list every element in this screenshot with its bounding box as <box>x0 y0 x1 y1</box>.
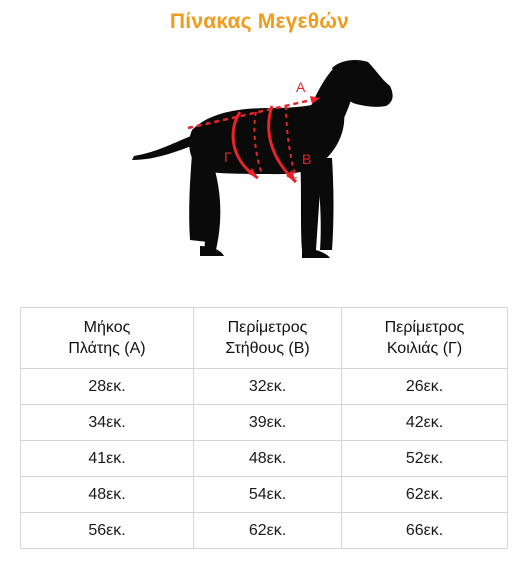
table-cell: 42εκ. <box>342 405 508 441</box>
table-cell: 28εκ. <box>21 369 194 405</box>
table-cell: 48εκ. <box>194 441 342 477</box>
header-back-length <box>21 308 194 369</box>
table-cell: 34εκ. <box>21 405 194 441</box>
measure-label-a: Α <box>296 79 306 95</box>
table-cell: 52εκ. <box>342 441 508 477</box>
measure-label-b: Β <box>302 151 312 167</box>
header-chest <box>194 308 342 369</box>
header-line: Κοιλιάς (Γ) <box>386 340 463 357</box>
header-line: Περίμετρος <box>384 319 465 336</box>
table-cell: 66εκ. <box>342 513 508 549</box>
table-cell: 26εκ. <box>342 369 508 405</box>
table-row <box>21 405 508 441</box>
header-line: Πλάτης (Α) <box>68 340 146 357</box>
table-cell: 41εκ. <box>21 441 194 477</box>
dog-silhouette-icon <box>120 50 410 275</box>
table-cell: 39εκ. <box>194 405 342 441</box>
size-table <box>20 307 508 549</box>
dog-measurement-diagram <box>120 50 410 275</box>
header-line: Περίμετρος <box>227 319 308 336</box>
table-cell: 56εκ. <box>21 513 194 549</box>
page-title: Πίνακας Μεγεθών <box>169 10 350 33</box>
table-cell: 54εκ. <box>194 477 342 513</box>
table-cell: 48εκ. <box>21 477 194 513</box>
table-header-row <box>21 308 508 369</box>
header-line: Μήκος <box>83 319 131 336</box>
table-row <box>21 369 508 405</box>
header-line: Στήθους (Β) <box>225 340 310 357</box>
header-belly <box>342 308 508 369</box>
table-cell: 32εκ. <box>194 369 342 405</box>
table-row <box>21 441 508 477</box>
table-row <box>21 513 508 549</box>
table-cell: 62εκ. <box>194 513 342 549</box>
table-cell: 62εκ. <box>342 477 508 513</box>
table-row <box>21 477 508 513</box>
measure-label-c: Γ <box>224 149 232 165</box>
